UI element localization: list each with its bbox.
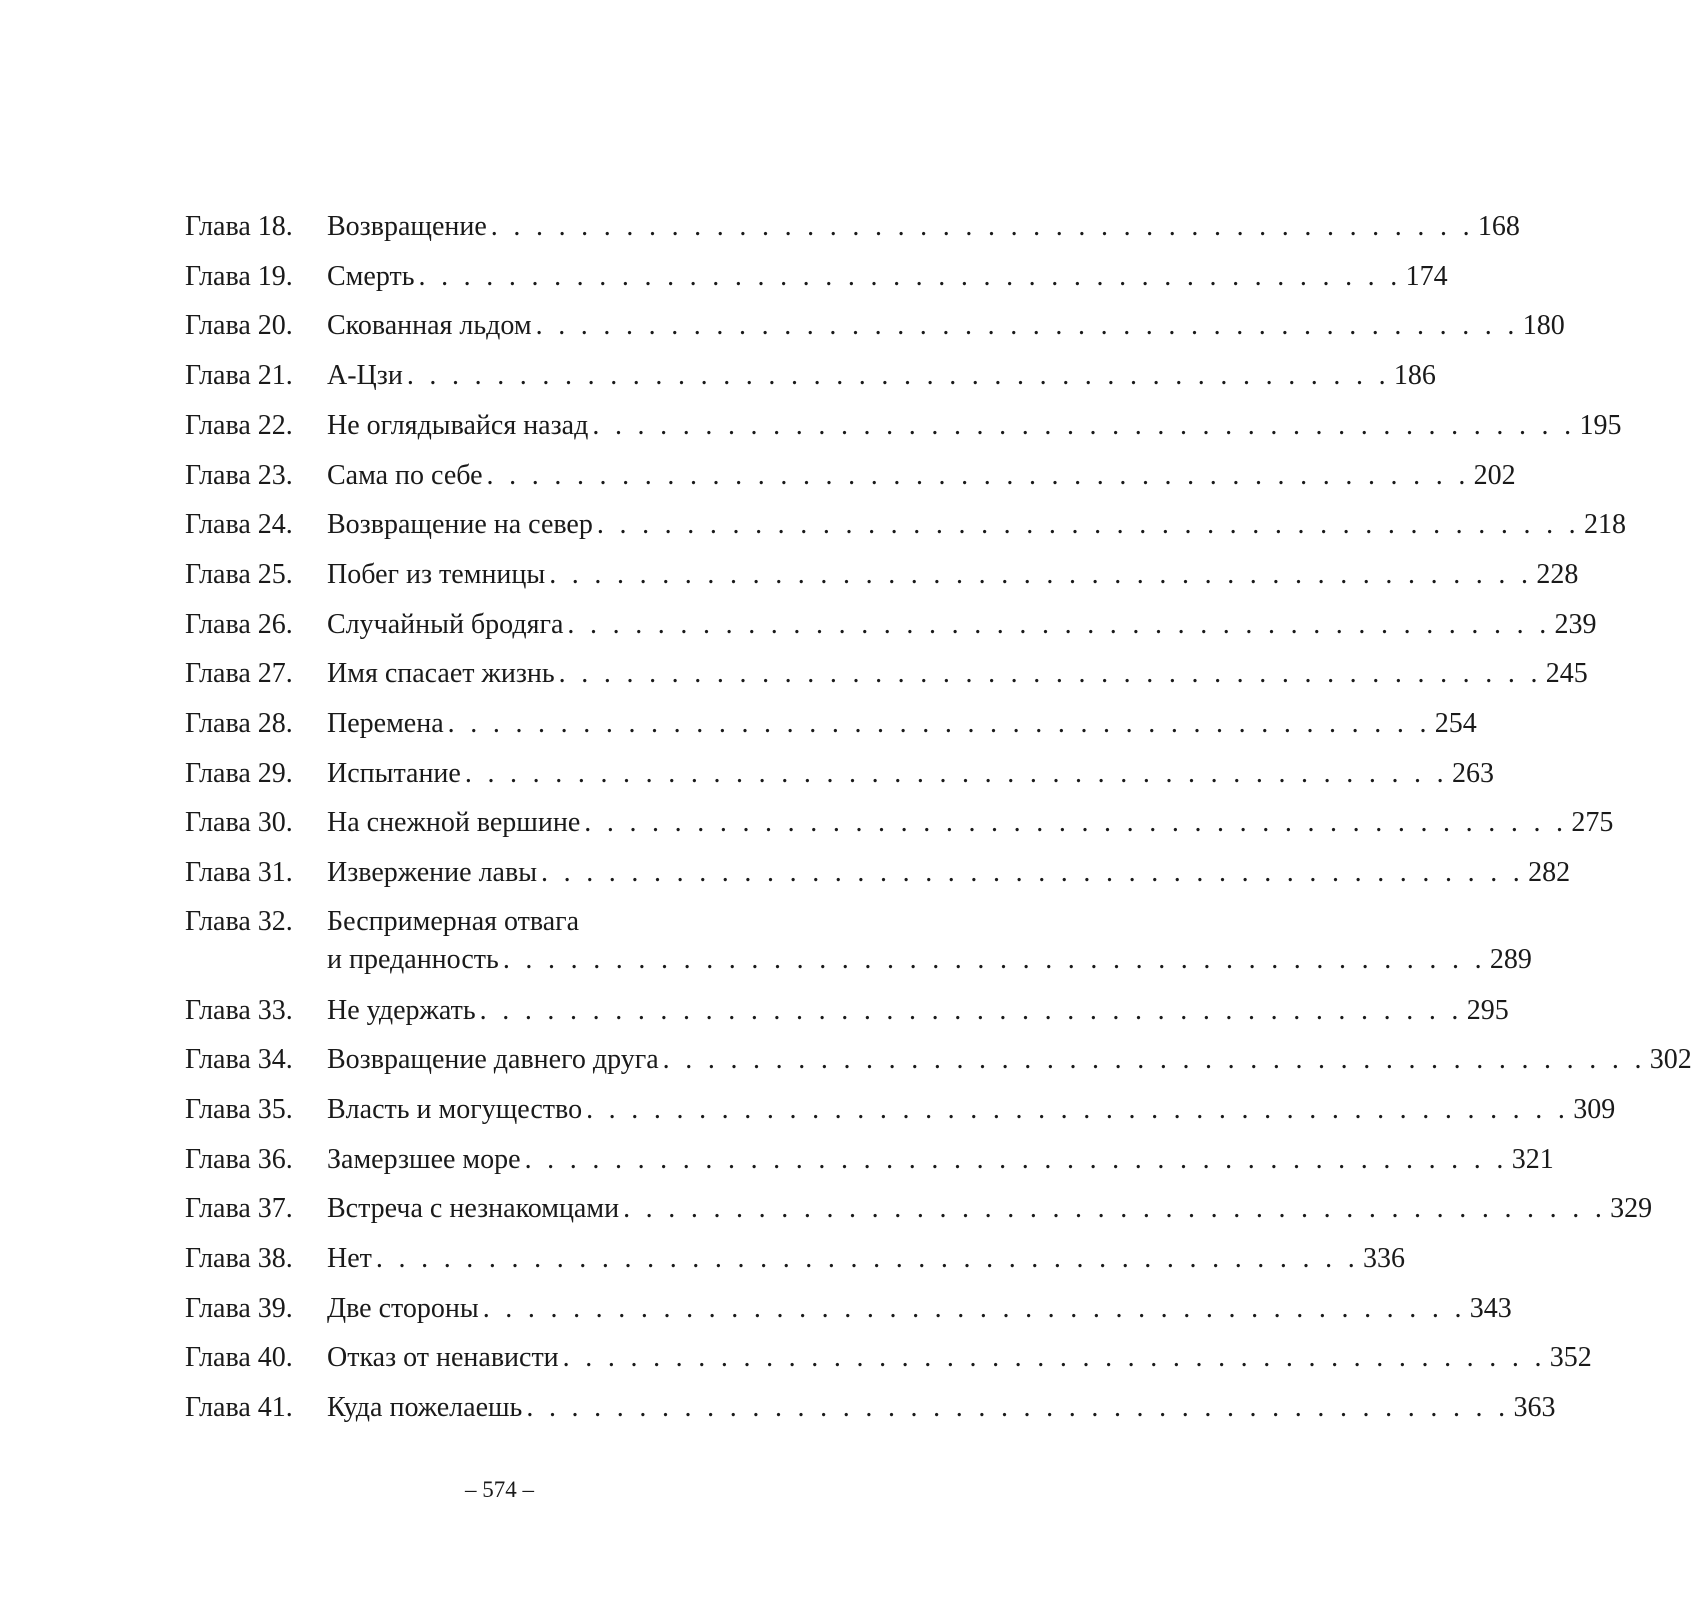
page-number: 309 <box>1573 1093 1616 1125</box>
page-number: 186 <box>1393 360 1436 392</box>
page-number: 363 <box>1513 1392 1556 1424</box>
chapter-number: Глава 40. <box>185 1342 293 1374</box>
chapter-number: Глава 34. <box>185 1044 293 1076</box>
chapter-number: Глава 24. <box>185 509 293 541</box>
chapter-number: Глава 29. <box>185 757 293 789</box>
dot-leader: . . . . . . . . . . . . . . . . . . . . . . . . . . . . . . . . . . . . . . . . . . . . <box>464 757 1448 789</box>
page-number: 321 <box>1511 1143 1554 1175</box>
toc-entry <box>185 1284 1512 1334</box>
chapter-title: Две стороны <box>327 1292 479 1324</box>
dot-leader: . . . . . . . . . . . . . . . . . . . . . . . . . . . . . . . . . . . . . . . . . . . . <box>549 558 1533 590</box>
chapter-title: Замерзшее море <box>327 1143 521 1175</box>
chapter-number: Глава 25. <box>185 558 293 590</box>
chapter-title: А-Цзи <box>327 360 403 392</box>
chapter-number: Глава 31. <box>185 857 293 889</box>
dot-leader: . . . . . . . . . . . . . . . . . . . . . . . . . . . . . . . . . . . . . . . . . . . . <box>502 943 1486 975</box>
chapter-title: Побег из темницы <box>327 558 546 590</box>
chapter-title: Испытание <box>327 757 461 789</box>
toc-entry <box>185 451 1516 501</box>
chapter-number: Глава 38. <box>185 1243 293 1275</box>
page-number: 180 <box>1522 310 1565 342</box>
dot-leader: . . . . . . . . . . . . . . . . . . . . . . . . . . . . . . . . . . . . . . . . . . . . <box>592 409 1576 441</box>
dot-leader: . . . . . . . . . . . . . . . . . . . . . . . . . . . . . . . . . . . . . . . . . . . . <box>541 857 1525 889</box>
toc-entry <box>185 500 1626 550</box>
chapter-title: Возвращение <box>327 211 487 242</box>
toc-entry <box>185 749 1494 799</box>
chapter-title: Перемена <box>327 708 444 740</box>
chapter-number: Глава 22. <box>185 409 293 441</box>
toc-entry <box>185 550 1579 600</box>
chapter-number: Глава 27. <box>185 658 293 690</box>
chapter-title: Отказ от ненависти <box>327 1342 559 1374</box>
dot-leader: . . . . . . . . . . . . . . . . . . . . . . . . . . . . . . . . . . . . . . . . . . . . <box>526 1392 1510 1424</box>
toc-entry <box>185 649 1588 699</box>
toc-entry <box>185 351 1436 401</box>
dot-leader: . . . . . . . . . . . . . . . . . . . . . . . . . . . . . . . . . . . . . . . . . . . . <box>596 509 1580 541</box>
chapter-number: Глава 30. <box>185 807 293 839</box>
toc-entry <box>185 1383 1556 1433</box>
chapter-title: На снежной вершине <box>327 807 581 839</box>
chapter-number: Глава 32. <box>185 905 293 937</box>
chapter-title: Извержение лавы <box>327 857 537 889</box>
chapter-number: Глава 39. <box>185 1292 293 1324</box>
toc-entry <box>185 699 1477 749</box>
dot-leader: . . . . . . . . . . . . . . . . . . . . . . . . . . . . . . . . . . . . . . . . . . . . <box>535 310 1519 342</box>
chapter-title-continued: и преданность <box>327 943 499 975</box>
chapter-title: Возвращение на север <box>327 509 593 541</box>
dot-leader: . . . . . . . . . . . . . . . . . . . . . . . . . . . . . . . . . . . . . . . . . . . . <box>375 1243 1359 1275</box>
toc-entry <box>185 986 1509 1036</box>
chapter-number: Глава 20. <box>185 310 293 342</box>
toc-entry <box>185 202 1520 252</box>
chapter-title: Беспримерная отвага <box>327 905 580 937</box>
page-number: 228 <box>1536 558 1579 590</box>
page-number: 239 <box>1554 608 1597 640</box>
page-number: 336 <box>1363 1243 1405 1275</box>
page-number: 195 <box>1579 409 1622 441</box>
chapter-title: Власть и могущество <box>327 1093 583 1125</box>
dot-leader: . . . . . . . . . . . . . . . . . . . . . . . . . . . . . . . . . . . . . . . . . . . . <box>482 1292 1466 1324</box>
chapter-number: Глава 21. <box>185 360 293 392</box>
page-number: 245 <box>1545 658 1588 690</box>
toc-entry <box>185 848 1571 898</box>
page-number: 168 <box>1477 211 1520 242</box>
dot-leader: . . . . . . . . . . . . . . . . . . . . . . . . . . . . . . . . . . . . . . . . . . . . <box>524 1143 1508 1175</box>
chapter-number: Глава 35. <box>185 1093 293 1125</box>
chapter-number: Глава 23. <box>185 459 293 491</box>
toc-entry <box>185 1135 1554 1185</box>
chapter-number: Глава 41. <box>185 1392 293 1424</box>
page-number: 343 <box>1469 1292 1512 1324</box>
page-number: 263 <box>1451 757 1494 789</box>
chapter-title: Имя спасает жизнь <box>327 658 555 690</box>
toc-entry <box>185 301 1565 351</box>
dot-leader: . . . . . . . . . . . . . . . . . . . . . . . . . . . . . . . . . . . . . . . . . . . . <box>406 360 1390 392</box>
dot-leader: . . . . . . . . . . . . . . . . . . . . . . . . . . . . . . . . . . . . . . . . . . . . <box>558 658 1542 690</box>
toc-entry <box>185 252 1448 302</box>
page-number: 254 <box>1434 708 1477 740</box>
chapter-number: Глава 37. <box>185 1193 293 1225</box>
dot-leader: . . . . . . . . . . . . . . . . . . . . . . . . . . . . . . . . . . . . . . . . . . . . <box>586 1093 1570 1125</box>
page-number: 174 <box>1405 260 1448 292</box>
dot-leader: . . . . . . . . . . . . . . . . . . . . . . . . . . . . . . . . . . . . . . . . . . . . <box>562 1342 1546 1374</box>
toc-entry <box>185 1085 1616 1135</box>
page-number: 282 <box>1528 857 1571 889</box>
chapter-title: Встреча с незнакомцами <box>327 1193 620 1225</box>
table-of-contents <box>185 202 1692 1433</box>
toc-entry <box>185 798 1614 848</box>
dot-leader: . . . . . . . . . . . . . . . . . . . . . . . . . . . . . . . . . . . . . . . . . . . . <box>490 211 1474 242</box>
dot-leader: . . . . . . . . . . . . . . . . . . . . . . . . . . . . . . . . . . . . . . . . . . . . <box>623 1193 1607 1225</box>
dot-leader: . . . . . . . . . . . . . . . . . . . . . . . . . . . . . . . . . . . . . . . . . . . . <box>486 459 1470 491</box>
page-number: 352 <box>1549 1342 1592 1374</box>
page-number: 202 <box>1473 459 1516 491</box>
dot-leader: . . . . . . . . . . . . . . . . . . . . . . . . . . . . . . . . . . . . . . . . . . . . <box>662 1044 1646 1076</box>
page-number: 295 <box>1466 994 1509 1026</box>
toc-entry <box>185 1035 1692 1085</box>
toc-entry <box>185 401 1622 451</box>
page-number: 329 <box>1610 1193 1653 1225</box>
chapter-number: Глава 26. <box>185 608 293 640</box>
chapter-title: Возвращение давнего друга <box>327 1044 659 1076</box>
toc-entry <box>185 1184 1653 1234</box>
toc-entry <box>185 1234 1405 1284</box>
toc-entry <box>185 600 1597 650</box>
chapter-number: Глава 18. <box>185 211 293 242</box>
chapter-number: Глава 28. <box>185 708 293 740</box>
chapter-title: Сама по себе <box>327 459 483 491</box>
toc-entry <box>185 1333 1592 1383</box>
dot-leader: . . . . . . . . . . . . . . . . . . . . . . . . . . . . . . . . . . . . . . . . . . . . <box>567 608 1551 640</box>
page-folio: – 574 – <box>465 1477 534 1502</box>
page-number: 302 <box>1649 1044 1692 1076</box>
dot-leader: . . . . . . . . . . . . . . . . . . . . . . . . . . . . . . . . . . . . . . . . . . . . <box>447 708 1431 740</box>
page-number: 218 <box>1583 509 1626 541</box>
chapter-title: Куда пожелаешь <box>327 1392 523 1424</box>
dot-leader: . . . . . . . . . . . . . . . . . . . . . . . . . . . . . . . . . . . . . . . . . . . . <box>418 260 1402 292</box>
chapter-number: Глава 19. <box>185 260 293 292</box>
chapter-number: Глава 36. <box>185 1143 293 1175</box>
chapter-title: Скованная льдом <box>327 310 532 342</box>
page-number: 275 <box>1571 807 1614 839</box>
chapter-title: Нет <box>327 1243 372 1275</box>
dot-leader: . . . . . . . . . . . . . . . . . . . . . . . . . . . . . . . . . . . . . . . . . . . . <box>584 807 1568 839</box>
chapter-title: Не удержать <box>327 994 476 1026</box>
chapter-title: Не оглядывайся назад <box>327 409 589 441</box>
chapter-number: Глава 33. <box>185 994 293 1026</box>
chapter-title: Смерть <box>327 260 415 292</box>
page-number: 289 <box>1489 943 1532 975</box>
dot-leader: . . . . . . . . . . . . . . . . . . . . . . . . . . . . . . . . . . . . . . . . . . . . <box>479 994 1463 1026</box>
chapter-title: Случайный бродяга <box>327 608 564 640</box>
toc-entry <box>185 898 1532 979</box>
